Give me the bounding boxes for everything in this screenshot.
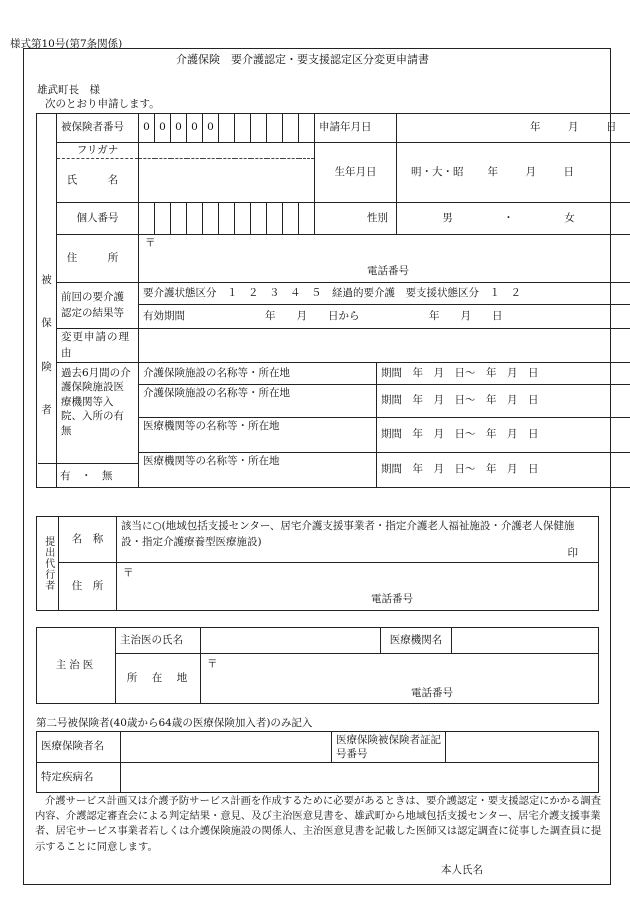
agent-address-field[interactable] — [117, 563, 599, 611]
disease-field[interactable] — [121, 763, 599, 793]
institution-label: 医療機関名 — [381, 628, 452, 654]
name-label: 氏 名 — [57, 159, 139, 203]
valid-period-field[interactable]: 有効期間 年 月 日から 年 月 日 — [139, 305, 630, 329]
personal-number-digit[interactable] — [139, 203, 155, 235]
yes-no-option[interactable]: 有 ・ 無 — [60, 470, 113, 482]
postal-mark: 〒 — [123, 567, 134, 579]
insured-number-digit[interactable] — [267, 114, 283, 143]
divider — [38, 463, 139, 464]
doctor-name-label: 主治医の氏名 — [116, 628, 201, 654]
facility-name-field[interactable]: 介護保険施設の名称等・所在地 — [139, 363, 377, 385]
apply-date-field[interactable]: 年 月 日 — [397, 114, 630, 143]
personal-number-digit[interactable] — [267, 203, 283, 235]
insured-table — [36, 113, 630, 488]
personal-number-digit[interactable] — [251, 203, 267, 235]
facility-name-field[interactable]: 医療機関等の名称等・所在地 — [139, 453, 377, 488]
seal-mark: 印 — [567, 547, 578, 560]
doctor-table — [36, 627, 599, 704]
personal-number-digit[interactable] — [283, 203, 299, 235]
postal-mark: 〒 — [207, 658, 218, 670]
insured-number-digit[interactable]: 0 — [139, 114, 155, 143]
insured-side-label: 被 保 険 者 — [37, 114, 57, 488]
second-insured-heading: 第二号被保険者(40歳から64歳の医療保険加入者)のみ記入 — [36, 717, 313, 729]
personal-number-digit[interactable] — [203, 203, 219, 235]
care-level-field[interactable]: 要介護状態区分 １ ２ ３ ４ ５ 経過的要介護 要支援状態区分 １ ２ — [139, 283, 630, 305]
name-field[interactable] — [139, 159, 315, 203]
insured-number-digit[interactable] — [219, 114, 235, 143]
insured-number-digit[interactable] — [283, 114, 299, 143]
doctor-address-field[interactable] — [201, 654, 599, 704]
birth-date-label: 生年月日 — [315, 143, 397, 203]
doctor-side-label: 主治医 — [37, 628, 116, 704]
personal-number-digit[interactable] — [171, 203, 187, 235]
agent-name-label: 名 称 — [59, 517, 117, 563]
phone-label: 電話番号 — [367, 265, 409, 277]
period-field[interactable]: 期間 年 月 日～ 年 月 日 — [377, 418, 630, 453]
intro-text: 次のとおり申請します。 — [45, 98, 160, 110]
insurance-card-label: 医療保険被保険者証記号番号 — [332, 732, 446, 763]
period-field[interactable]: 期間 年 月 日～ 年 月 日 — [377, 385, 630, 418]
address-field[interactable] — [139, 235, 630, 283]
personal-number-label: 個人番号 — [57, 203, 139, 235]
period-field[interactable]: 期間 年 月 日～ 年 月 日 — [377, 453, 630, 488]
change-reason-label: 変更申請の理由 — [57, 329, 139, 363]
change-reason-field[interactable] — [139, 329, 630, 363]
consent-text: 介護サービス計画又は介護予防サービス計画を作成するために必要があるときは、要介護認定・要支援認定にかかる調査内容、介護認定審査会による判定結果・意見、及び主治医意見書を、雄武町から地域包括支援センター、居宅介護支援事業者、居宅サービス事業者若しくは介護保険施設の関係人、主治医意見書を記載した医師又は認定調査に従事した調査員に提示することに同意します。 — [35, 795, 602, 853]
gender-field[interactable]: 男 ・ 女 — [397, 203, 630, 235]
form-number: 様式第10号(第7条関係) — [10, 38, 123, 50]
insured-number-digit[interactable]: 0 — [155, 114, 171, 143]
facility-name-field[interactable]: 介護保険施設の名称等・所在地 — [139, 385, 377, 418]
agent-table — [36, 516, 599, 611]
period-field[interactable]: 期間 年 月 日～ 年 月 日 — [377, 363, 630, 385]
past-stay-label: 過去6月間の介護保険施設医療機関等入院、入所の有無 — [57, 363, 139, 488]
address-label: 住 所 — [57, 235, 139, 283]
addressee: 雄武町長 様 — [37, 84, 100, 96]
postal-mark: 〒 — [145, 237, 156, 249]
birth-date-field[interactable]: 明・大・昭 年 月 日 — [397, 143, 630, 203]
agent-address-label: 住 所 — [59, 563, 117, 611]
phone-label: 電話番号 — [411, 687, 453, 699]
furigana-field[interactable] — [139, 143, 315, 159]
insured-number-digit[interactable]: 0 — [187, 114, 203, 143]
apply-date-label: 申請年月日 — [315, 114, 397, 143]
insurer-field[interactable] — [121, 732, 332, 763]
form-title: 介護保険 要介護認定・要支援認定区分変更申請書 — [176, 53, 429, 66]
second-insured-table — [36, 731, 599, 793]
doctor-address-label: 所 在 地 — [116, 654, 201, 704]
previous-result-label: 前回の要介護認定の結果等 — [57, 283, 139, 329]
insured-number-digit[interactable] — [251, 114, 267, 143]
insured-number-digit[interactable]: 0 — [171, 114, 187, 143]
personal-number-digit[interactable] — [299, 203, 315, 235]
furigana-label: フリガナ — [57, 143, 139, 159]
insurance-card-field[interactable] — [446, 732, 599, 763]
personal-number-digit[interactable] — [155, 203, 171, 235]
self-name-label: 本人氏名 — [441, 864, 483, 876]
personal-number-digit[interactable] — [219, 203, 235, 235]
gender-label: 性別 — [315, 203, 397, 235]
insured-number-label: 被保険者番号 — [57, 114, 139, 143]
insurer-label: 医療保険者名 — [37, 732, 121, 763]
institution-field[interactable] — [452, 628, 599, 654]
agent-side-label: 提出代行者 — [37, 517, 59, 611]
personal-number-digit[interactable] — [235, 203, 251, 235]
insured-number-digit[interactable]: 0 — [203, 114, 219, 143]
facility-name-field[interactable]: 医療機関等の名称等・所在地 — [139, 418, 377, 453]
insured-number-digit[interactable] — [235, 114, 251, 143]
agent-name-field[interactable]: 該当に○(地域包括支援センター、居宅介護支援事業者・指定介護老人福祉施設・介護老人保健施設・指定介護療養型医療施設) 印 — [117, 517, 599, 563]
insured-number-digit[interactable] — [299, 114, 315, 143]
personal-number-digit[interactable] — [187, 203, 203, 235]
doctor-name-field[interactable] — [201, 628, 381, 654]
phone-label: 電話番号 — [371, 593, 413, 605]
disease-label: 特定疾病名 — [37, 763, 121, 793]
